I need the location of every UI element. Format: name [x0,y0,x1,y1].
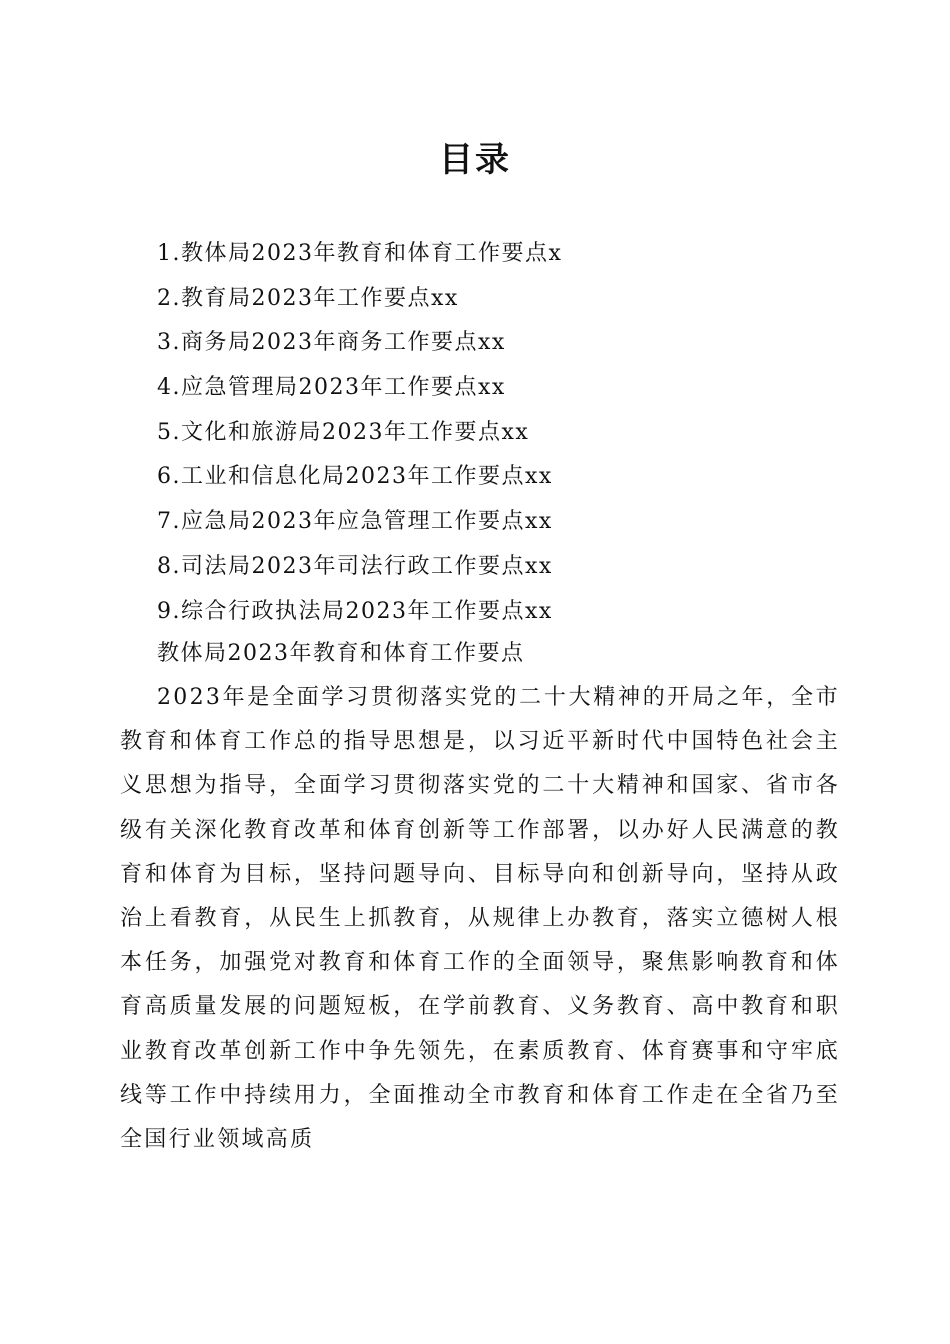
toc-item: 5.文化和旅游局2023年工作要点xx [157,419,530,445]
toc-item: 6.工业和信息化局2023年工作要点xx [157,464,553,490]
body-paragraph: 2023年是全面学习贯彻落实党的二十大精神的开局之年，全市教育和体育工作总的指导思想是，以习近平新时代中国特色社会主义思想为指导，全面学习贯彻落实党的二十大精神和国家、省市各级有关深化教育改革和体育创新等工作部署，以办好人民满意的教育和体育为目标，坚持问题导向、目标导向和创新导向，坚持从政治上看教育，从民生上抓教育，从规律上办教育，落实立德树人根本任务，加强党对教育和体育工作的全面领导，聚焦影响教育和体育高质量发展的问题短板，在学前教育、义务教育、高中教育和职业教育改革创新工作中争先领先，在素质教育、体育赛事和守牢底线等工作中持续用力，全面推动全市教育和体育工作走在全省乃至全国行业领域高质 [120,685,840,1153]
toc-item: 4.应急管理局2023年工作要点xx [157,375,506,401]
page-title: 目录 [439,140,511,180]
toc-item: 1.教体局2023年教育和体育工作要点x [157,241,563,266]
toc-item: 9.综合行政执法局2023年工作要点xx [157,598,553,624]
toc-item: 7.应急局2023年应急管理工作要点xx [157,509,553,535]
toc-item: 2.教育局2023年工作要点xx [157,285,459,311]
table-of-contents [157,232,562,634]
toc-item: 8.司法局2023年司法行政工作要点xx [157,553,553,579]
toc-item: 3.商务局2023年商务工作要点xx [157,330,506,356]
section-heading: 教体局2023年教育和体育工作要点 [157,641,525,666]
